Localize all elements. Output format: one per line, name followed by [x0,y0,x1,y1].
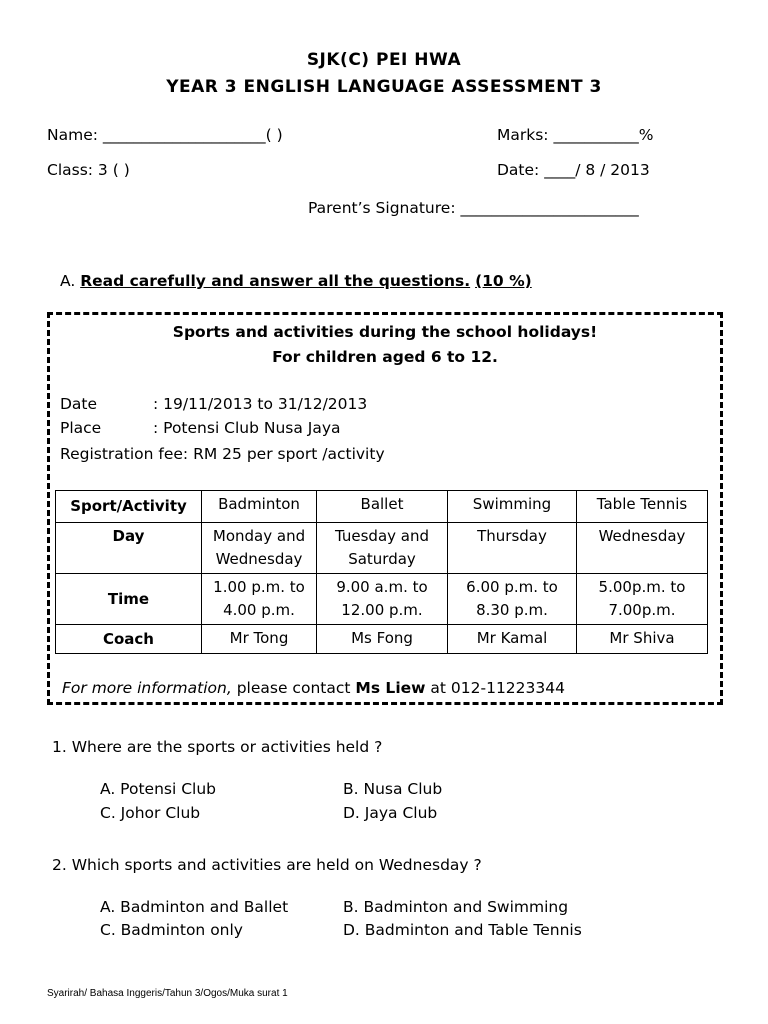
table-row [56,574,708,625]
table-cell: Mr Tong [202,625,317,654]
parent-signature-field: Parent’s Signature: _______________________ [308,199,639,217]
instruction-text: Read carefully and answer all the questions. [80,272,471,290]
notice-place-value: : Potensi Club Nusa Jaya [153,419,341,437]
contact-text: please contact [236,679,351,697]
q1-option-a: A. Potensi Club [100,780,217,798]
row-header: Time [56,574,202,625]
marks-field: Marks: ___________% [497,126,654,144]
notice-headline-1: Sports and activities during the school holidays! [172,323,598,341]
date-field: Date: ____/ 8 / 2013 [497,161,650,179]
contact-name: Ms Liew [355,679,426,697]
contact-italic: For more information, [62,679,232,697]
table-cell: Wednesday [577,523,708,574]
section-prefix: A. [60,272,76,290]
table-cell: Tuesday and Saturday [317,523,448,574]
section-a-instruction [60,272,532,290]
q1-option-d: D. Jaya Club [343,804,438,822]
notice-date-label: Date [60,395,98,413]
notice-fee-label: Registration fee: [60,445,189,463]
notice-date-value: : 19/11/2013 to 31/12/2013 [153,395,368,413]
q1-option-c: C. Johor Club [100,804,201,822]
q2-option-d: D. Badminton and Table Tennis [343,921,582,939]
page-footer: Syarirah/ Bahasa Inggeris/Tahun 3/Ogos/Muka surat 1 [47,988,288,999]
assessment-title: YEAR 3 ENGLISH LANGUAGE ASSESSMENT 3 [166,77,602,97]
question-1: 1. Where are the sports or activities held ? [52,738,383,756]
q1-option-b: B. Nusa Club [343,780,443,798]
column-header: Badminton [202,491,317,523]
table-cell: Mr Shiva [577,625,708,654]
column-header: Swimming [448,491,577,523]
table-cell: Monday and Wednesday [202,523,317,574]
table-row [56,625,708,654]
table-cell: 9.00 a.m. to 12.00 p.m. [317,574,448,625]
table-cell: Ms Fong [317,625,448,654]
name-field: Name: _____________________( ) [47,126,283,144]
notice-place-label: Place [60,419,102,437]
notice-headline-2: For children aged 6 to 12. [272,348,498,366]
column-header: Sport/Activity [56,491,202,523]
school-name: SJK(C) PEI HWA [306,50,462,70]
table-row [56,523,708,574]
table-cell: Thursday [448,523,577,574]
q2-option-b: B. Badminton and Swimming [343,898,569,916]
column-header: Ballet [317,491,448,523]
contact-line [62,679,565,697]
table-cell: 1.00 p.m. to 4.00 p.m. [202,574,317,625]
table-header-row [56,491,708,523]
row-header: Coach [56,625,202,654]
notice-fee-row [60,445,385,463]
column-header: Table Tennis [577,491,708,523]
notice-fee-value: RM 25 per sport /activity [193,445,385,463]
row-header: Day [56,523,202,574]
instruction-weight: (10 %) [475,272,532,290]
contact-phone: at 012-11223344 [430,679,565,697]
schedule-table [55,490,708,654]
q2-option-c: C. Badminton only [100,921,243,939]
table-cell: 5.00p.m. to 7.00p.m. [577,574,708,625]
table-cell: Mr Kamal [448,625,577,654]
question-2: 2. Which sports and activities are held on Wednesday ? [52,856,482,874]
q2-option-a: A. Badminton and Ballet [100,898,289,916]
table-cell: 6.00 p.m. to 8.30 p.m. [448,574,577,625]
class-field: Class: 3 ( ) [47,161,130,179]
